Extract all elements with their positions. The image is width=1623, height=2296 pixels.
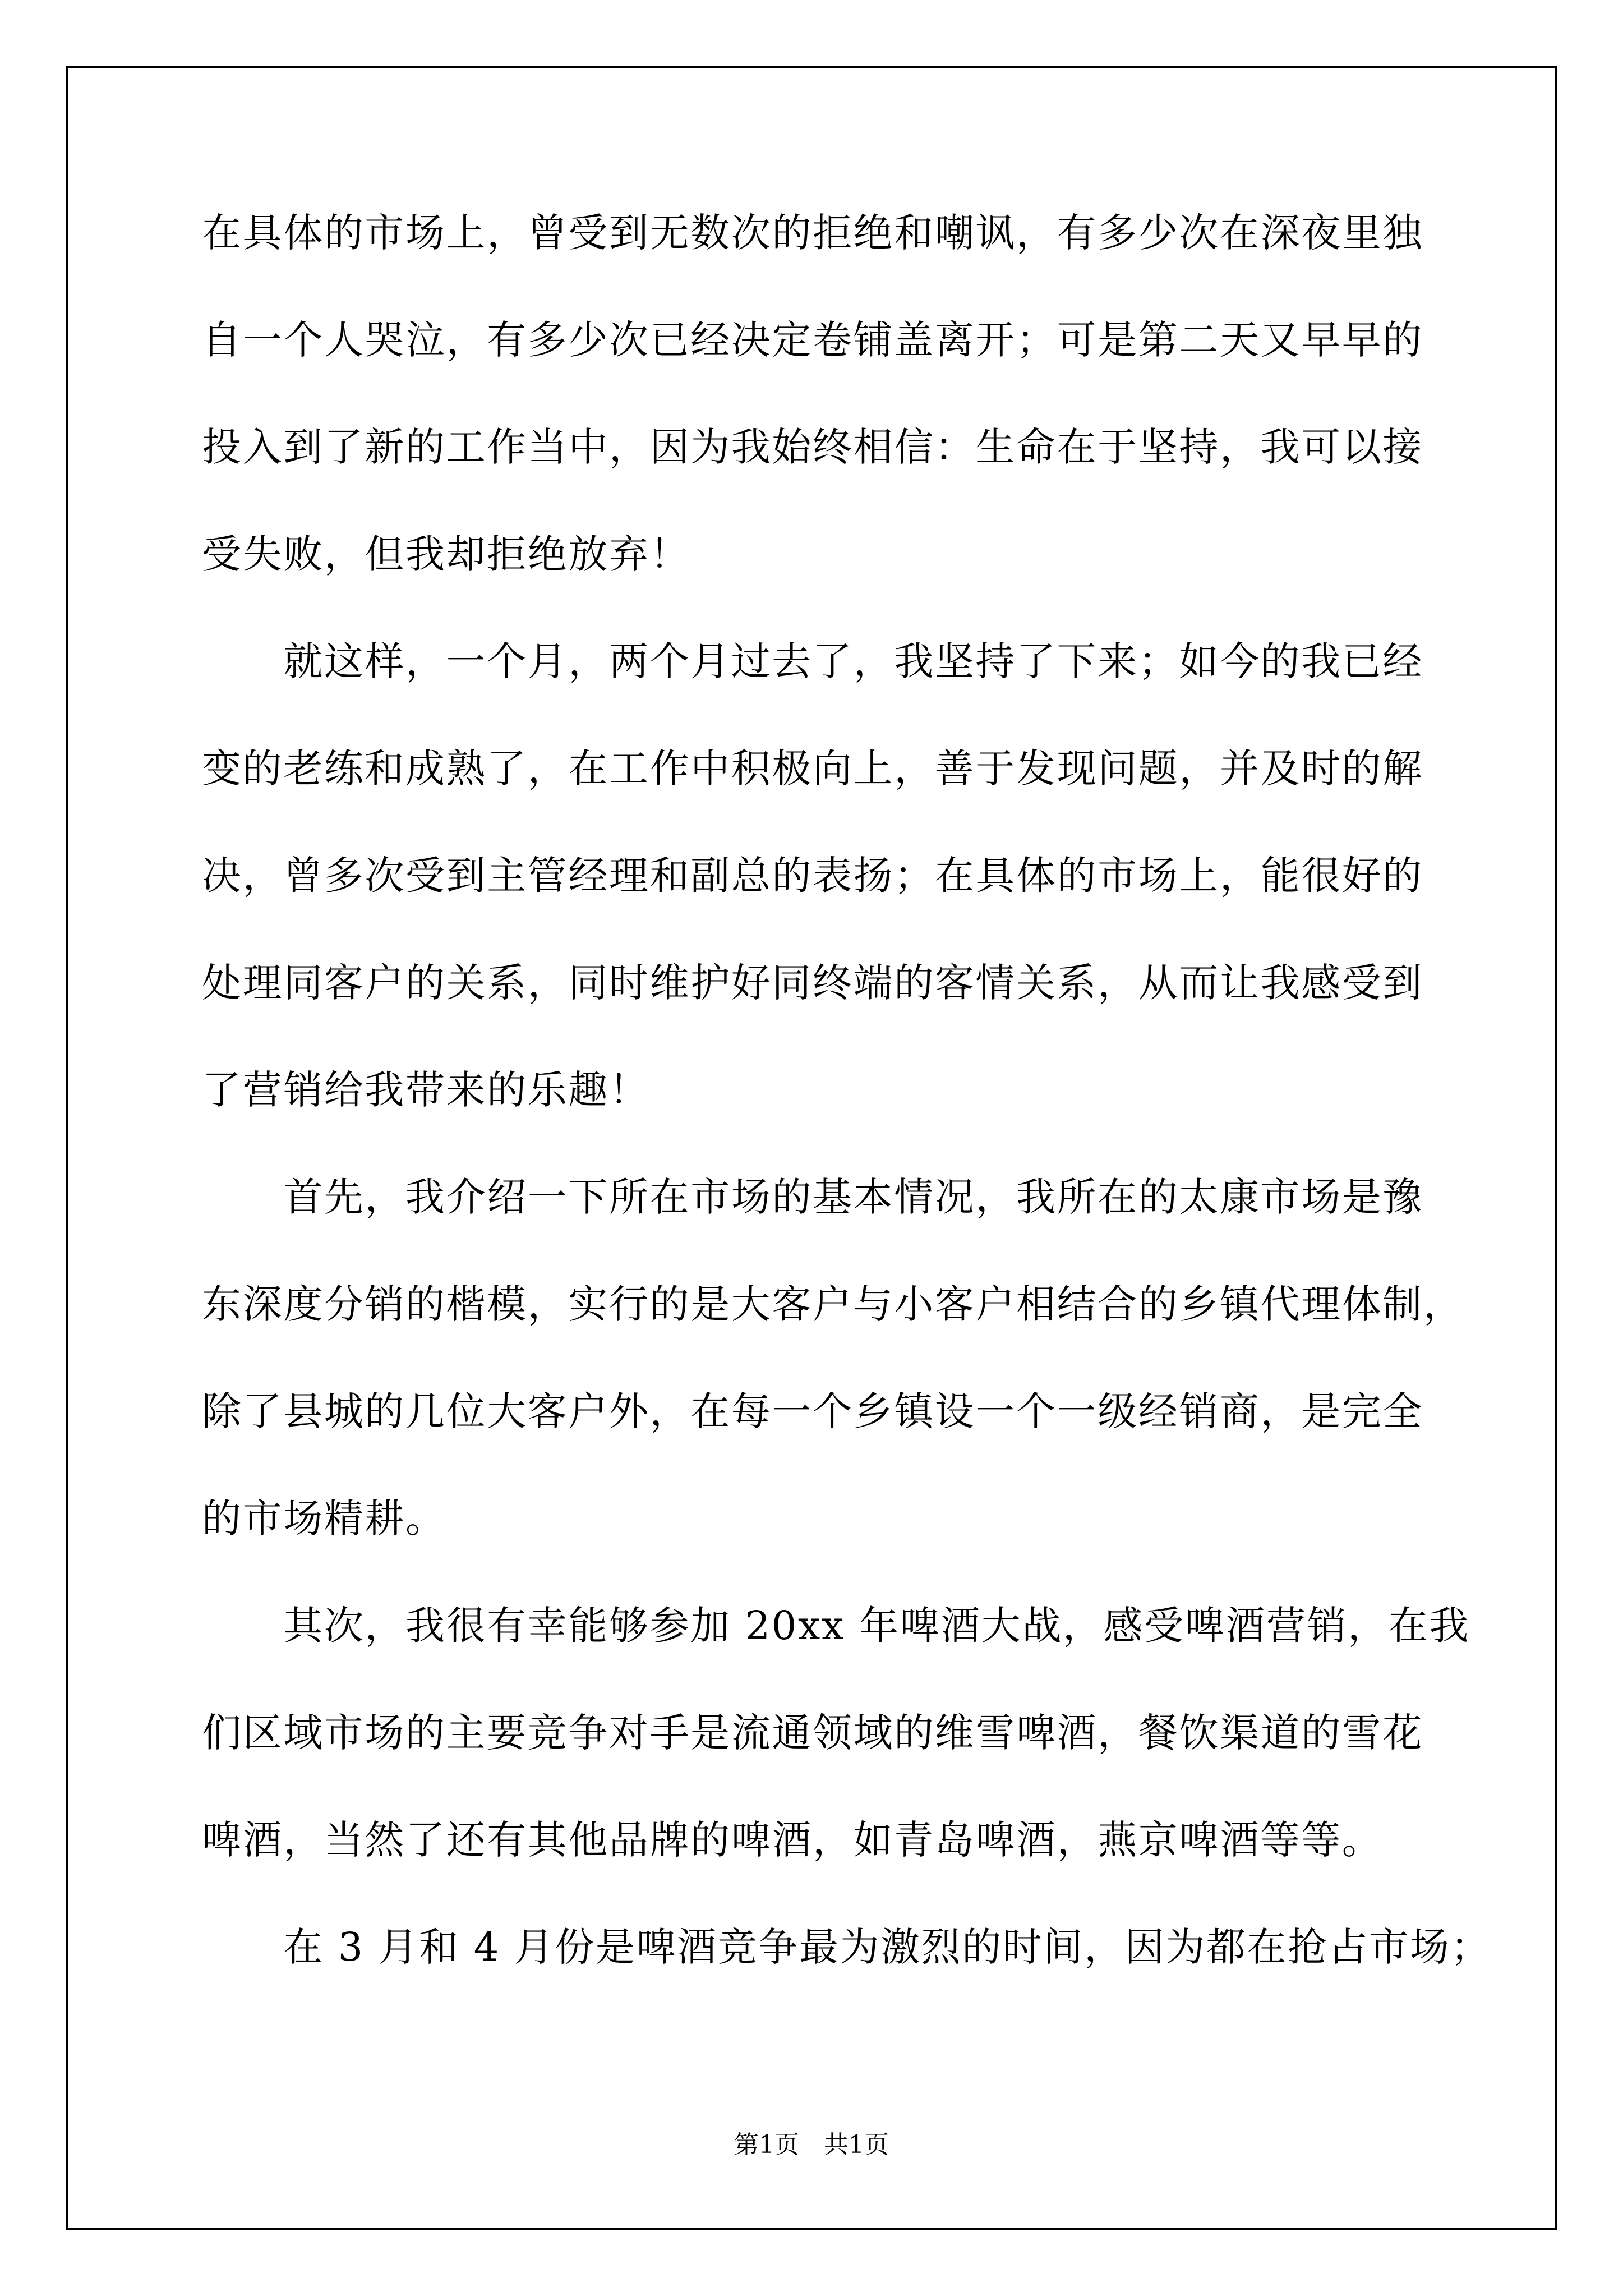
text-line: 们区域市场的主要竞争对手是流通领域的维雪啤酒，餐饮渠道的雪花 [202, 1710, 1423, 1756]
text-line: 东深度分销的楷模，实行的是大客户与小客户相结合的乡镇代理体制， [202, 1281, 1464, 1327]
text-line: 首先，我介绍一下所在市场的基本情况，我所在的太康市场是豫 [202, 1174, 1423, 1220]
text-line: 啤酒，当然了还有其他品牌的啤酒，如青岛啤酒，燕京啤酒等等。 [202, 1817, 1383, 1863]
page-number-footer: 第1页 共1页 [734, 2131, 889, 2159]
text-line: 在具体的市场上，曾受到无数次的拒绝和嘲讽，有多少次在深夜里独 [202, 210, 1423, 256]
document-body [202, 210, 1492, 2035]
text-line: 自一个人哭泣，有多少次已经决定卷铺盖离开；可是第二天又早早的 [202, 317, 1423, 363]
text-line: 决，曾多次受到主管经理和副总的表扬；在具体的市场上，能很好的 [202, 853, 1423, 899]
text-line: 除了县城的几位大客户外，在每一个乡镇设一个一级经销商，是完全 [202, 1388, 1423, 1434]
text-line: 的市场精耕。 [202, 1496, 446, 1542]
text-line: 在 3 月和 4 月份是啤酒竞争最为激烈的时间，因为都在抢占市场； [202, 1924, 1492, 1970]
text-line: 变的老练和成熟了，在工作中积极向上，善于发现问题，并及时的解 [202, 746, 1423, 792]
text-line: 受失败，但我却拒绝放弃！ [202, 531, 691, 577]
text-line: 了营销给我带来的乐趣！ [202, 1067, 650, 1113]
text-line: 其次，我很有幸能够参加 20xx 年啤酒大战，感受啤酒营销，在我 [202, 1603, 1470, 1649]
text-line: 就这样，一个月，两个月过去了，我坚持了下来；如今的我已经 [202, 638, 1423, 684]
text-line: 投入到了新的工作当中，因为我始终相信：生命在于坚持，我可以接 [202, 424, 1423, 470]
text-line: 处理同客户的关系，同时维护好同终端的客情关系，从而让我感受到 [202, 960, 1423, 1006]
